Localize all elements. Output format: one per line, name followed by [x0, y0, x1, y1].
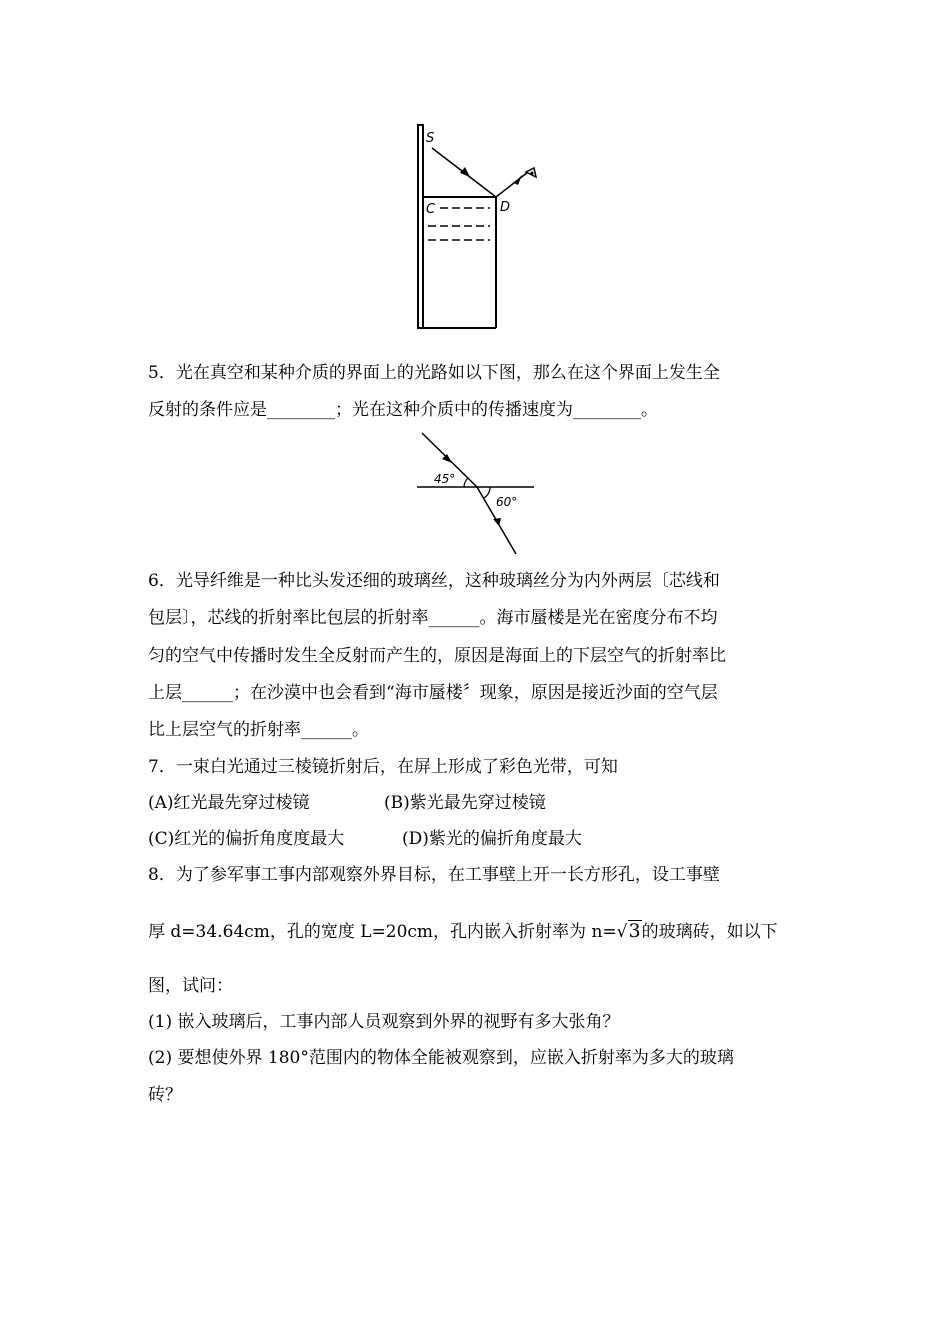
light-ray-reflected	[496, 172, 528, 197]
sqrt-symbol: √	[616, 922, 628, 942]
q7-option-c: (C)红光的偏折角度度最大	[148, 829, 345, 849]
q6-line1: 6．光导纤维是一种比头发还细的玻璃丝，这种玻璃丝分为内外两层〔芯线和	[148, 571, 720, 591]
ray-arrowhead	[442, 454, 452, 463]
q8-line3: 图，试问：	[148, 976, 233, 996]
q8-sub1: (1) 嵌入玻璃后，工事内部人员观察到外界的视野有多大张角？	[148, 1012, 620, 1032]
q6-line2: 包层〕，芯线的折射率比包层的折射率______。海市蜃楼是光在密度分布不均	[148, 608, 718, 628]
figure-container-light-path	[410, 120, 540, 335]
ray-arrowhead	[460, 167, 470, 177]
q6-line4: 上层______；在沙漠中也会看到“海市蜃楼〞现象，原因是接近沙面的空气层	[148, 683, 718, 703]
q7-option-d: (D)紫光的偏折角度最大	[402, 829, 582, 849]
q7-option-b: (B)紫光最先穿过棱镜	[384, 793, 546, 813]
figure-refraction	[412, 428, 537, 558]
q6-line5: 比上层空气的折射率______。	[148, 720, 369, 740]
container-wall	[418, 125, 423, 328]
ray-arrowhead	[514, 175, 522, 185]
label-d: D	[500, 200, 511, 215]
label-s: S	[426, 131, 435, 146]
q8-line2	[148, 920, 778, 942]
angle-arc-60	[484, 487, 490, 498]
angle-60: 60°	[496, 495, 518, 509]
angle-45: 45°	[434, 472, 456, 486]
q8-line1: 8．为了参军事工事内部观察外界目标，在工事壁上开一长方形孔，设工事壁	[148, 865, 720, 885]
q5-line2: 反射的条件应是________；光在这种介质中的传播速度为________。	[148, 400, 658, 420]
radicand: 3	[628, 920, 641, 942]
q8-line2-text-end: 的玻璃砖，如以下	[641, 922, 778, 942]
q8-line2-text: 厚 d=34.64cm，孔的宽度 L=20cm，孔内嵌入折射率为 n=	[148, 922, 617, 942]
q7-stem: 7．一束白光通过三棱镜折射后，在屏上形成了彩色光带，可知	[148, 757, 618, 777]
label-c: C	[426, 202, 436, 217]
angle-arc-45	[464, 478, 468, 487]
q5-line1: 5．光在真空和某种介质的界面上的光路如以下图，那么在这个界面上发生全	[148, 363, 720, 383]
q6-line3: 匀的空气中传播时发生全反射而产生的，原因是海面上的下层空气的折射率比	[148, 646, 726, 666]
q8-sub2-line2: 砖？	[148, 1085, 182, 1105]
eye-pupil	[531, 172, 534, 175]
q8-sub2-line1: (2) 要想使外界 180°范围内的物体全能被观察到，应嵌入折射率为多大的玻璃	[148, 1048, 734, 1068]
q7-option-a: (A)红光最先穿过棱镜	[148, 793, 310, 813]
